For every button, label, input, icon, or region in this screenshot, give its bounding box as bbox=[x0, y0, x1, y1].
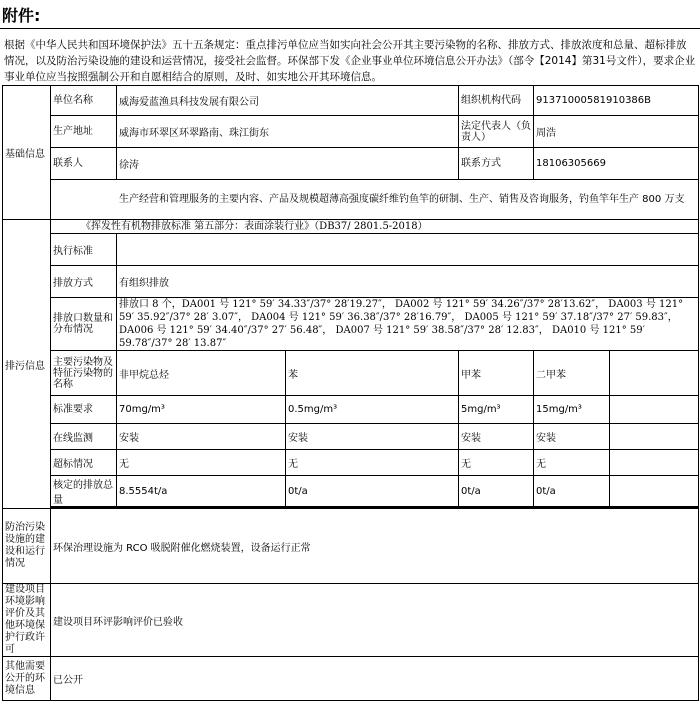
pollutant-standard-4: 15mg/m³ bbox=[534, 396, 610, 424]
row-exceed bbox=[3, 450, 699, 476]
row-standard-req bbox=[3, 396, 699, 424]
facility-label: 防治污染设施的建设和运行情况 bbox=[3, 509, 51, 584]
contact-label: 联系人 bbox=[51, 148, 117, 180]
intro-paragraph: 根据《中华人民共和国环境保护法》五十五条规定：重点排污单位应当如实向社会公开其主要污染物的名称、排放方式、排放浓度和总量、超标排放情况，以及防治污染设施的建设和运营情况，接受社会监督。环保部下发《企业事业单位环境信息公开办法》（部令【2014】第31号文件），要求企业事业单位应当按照强制公开和自愿相结合的原则，及时、如实地公开其环境信息。 bbox=[4, 39, 696, 83]
pollutant-standard-3: 5mg/m³ bbox=[459, 396, 534, 424]
pollutant-exceed-1: 无 bbox=[117, 450, 286, 476]
title-divider bbox=[0, 28, 700, 29]
legal-rep-label: 法定代表人（负责人） bbox=[459, 116, 534, 148]
pollutant-exceed-4: 无 bbox=[534, 450, 610, 476]
row-total bbox=[3, 476, 699, 507]
phone-value: 18106305669 bbox=[534, 148, 699, 180]
unit-name-value: 威海爱蓝渔具科技发展有限公司 bbox=[117, 86, 459, 116]
row-outlets bbox=[3, 298, 699, 351]
standard-label: 执行标准 bbox=[51, 234, 117, 266]
phone-label: 联系方式 bbox=[459, 148, 534, 180]
row-eia bbox=[3, 584, 699, 657]
pollutant-name-3: 甲苯 bbox=[459, 351, 534, 396]
legal-rep-value: 周浩 bbox=[534, 116, 699, 148]
business-label: 生产经营和管理服务的主要内容、产品及规模 bbox=[119, 194, 319, 205]
environmental-info-table bbox=[2, 85, 699, 701]
pollutant-standard-1: 70mg/m³ bbox=[117, 396, 286, 424]
org-code-label: 组织机构代码 bbox=[459, 86, 534, 116]
other-value: 已公开 bbox=[51, 657, 699, 701]
other-label: 其他需要公开的环境信息 bbox=[3, 657, 51, 701]
row-online bbox=[3, 424, 699, 450]
row-method bbox=[3, 266, 699, 298]
pollutant-online-1: 安装 bbox=[117, 424, 286, 450]
method-value: 有组织排放 bbox=[117, 266, 699, 298]
unit-name-label: 单位名称 bbox=[51, 86, 117, 116]
pollutant-standard-2: 0.5mg/m³ bbox=[286, 396, 459, 424]
row-contact bbox=[3, 148, 699, 180]
online-label: 在线监测 bbox=[51, 424, 117, 450]
pollutant-exceed-2: 无 bbox=[286, 450, 459, 476]
eia-value: 建设项目环评影响评价已验收 bbox=[51, 584, 699, 657]
standard-text: 《挥发性有机物排放标准 第五部分：表面涂装行业》（DB37/ 2801.5-2018） bbox=[51, 220, 699, 234]
total-label: 核定的排放总量 bbox=[51, 476, 117, 507]
address-value: 威海市环翠区环翠路南、珠江街东 bbox=[117, 116, 459, 148]
row-facility bbox=[3, 509, 699, 584]
exceed-label: 超标情况 bbox=[51, 450, 117, 476]
pollutant-name-1: 非甲烷总烃 bbox=[117, 351, 286, 396]
row-business bbox=[3, 180, 699, 220]
section-emission-info: 排污信息 bbox=[3, 220, 51, 509]
pollutant-total-1: 8.5554t/a bbox=[117, 476, 286, 507]
business-value: 超薄高强度碳纤维钓鱼竿的研制、生产、销售及咨询服务，钓鱼竿年生产 800 万支 bbox=[319, 194, 685, 205]
pollutant-exceed-3: 无 bbox=[459, 450, 534, 476]
row-address bbox=[3, 116, 699, 148]
outlets-label: 排放口数量和分布情况 bbox=[51, 298, 117, 351]
eia-label: 建设项目环境影响评价及其他环境保护行政许可 bbox=[3, 584, 51, 657]
row-pollutants bbox=[3, 351, 699, 396]
pollutants-label: 主要污染物及特征污染物的名称 bbox=[51, 351, 117, 396]
pollutant-total-4: 0t/a bbox=[534, 476, 610, 507]
standard-req-label: 标准要求 bbox=[51, 396, 117, 424]
contact-value: 徐涛 bbox=[117, 148, 459, 180]
pollutant-name-4: 二甲苯 bbox=[534, 351, 610, 396]
outlets-value: 排放口 8 个，DA001 号 121° 59′ 34.33″/37° 28′19.27″， DA002 号 121° 59′ 34.26″/37° 28′13.62″， DA003 号 121° 59′ 35.92″/37° 28′ 3.07″， DA004 号 121° 59′ 36.38″/37° 28′16.79″， DA005 号 121° 59′ 37.18″/37° 27′ 59.83″， DA006 号 121° 59′ 34.40″/37° 27′ 56.48″， DA007 号 121° 59′ 38.58″/37° 28′ 12.83″， DA010 号 121° 59′ 59.78″/37° 28′ 13.87″ bbox=[117, 298, 699, 351]
pollutant-online-2: 安装 bbox=[286, 424, 459, 450]
section-basic-info: 基础信息 bbox=[3, 86, 51, 220]
facility-value: 环保治理设施为 RCO 吸脱附催化燃烧装置，设备运行正常 bbox=[51, 509, 699, 584]
pollutant-online-3: 安装 bbox=[459, 424, 534, 450]
pollutant-total-2: 0t/a bbox=[286, 476, 459, 507]
row-unit-name bbox=[3, 86, 699, 116]
pollutant-online-4: 安装 bbox=[534, 424, 610, 450]
pollutant-name-2: 苯 bbox=[286, 351, 459, 396]
row-other bbox=[3, 657, 699, 701]
row-standard bbox=[3, 234, 699, 266]
address-label: 生产地址 bbox=[51, 116, 117, 148]
attachment-label: 附件: bbox=[2, 6, 41, 25]
pollutant-total-3: 0t/a bbox=[459, 476, 534, 507]
method-label: 排放方式 bbox=[51, 266, 117, 298]
org-code-value: 91371000581910386B bbox=[534, 86, 699, 116]
business-scope bbox=[51, 180, 699, 220]
row-standard-text bbox=[3, 220, 699, 234]
